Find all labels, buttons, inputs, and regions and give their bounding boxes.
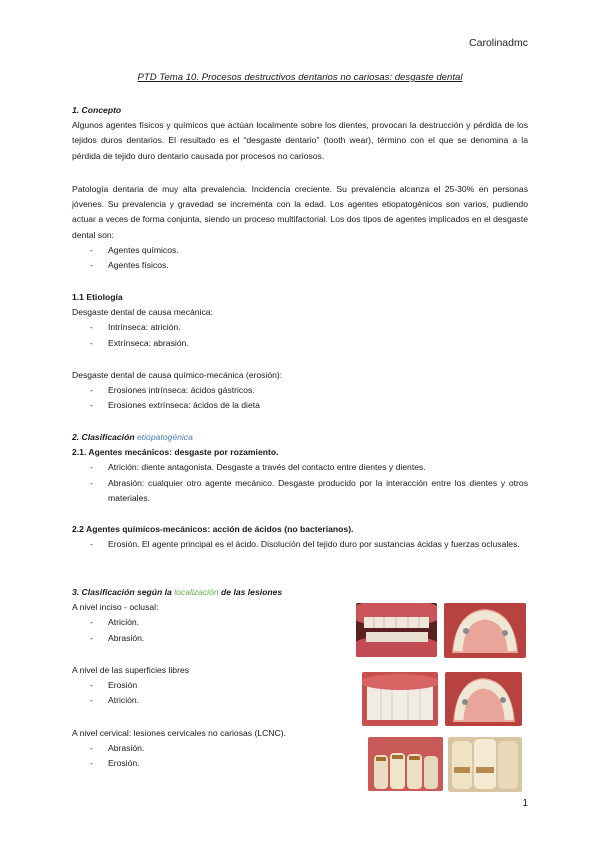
free-surfaces-group [72,663,342,709]
cervical-group [72,726,352,772]
subsection-2-1-heading: 2.1. Agentes mecánicos: desgaste por rozamiento. [72,447,279,458]
section-concepto [72,103,528,164]
occlusal-view-photo-2 [445,672,522,726]
section-2-highlight: etiopatogénica [136,432,193,442]
list-item: - Agentes químicos. [72,243,528,258]
list-item: - Abrasión. [72,631,342,646]
section-3-highlight: localización [174,587,219,597]
section-3-title: . Clasificación según la [76,587,175,597]
list-item: - Erosión [72,678,342,693]
section-etiologia-chemical [72,368,528,414]
cervical-list [72,741,352,771]
free-surfaces-list [72,678,342,708]
chemical-cause-label: Desgaste dental de causa químico-mecánica (erosión): [72,370,283,380]
list-item: - Erosión. El agente principal es el ácido. Disolución del tejido duro por sustancias ácidas y fuerzas oclusales. [72,537,528,552]
section-clasificacion-localizacion [72,585,342,646]
section-1-heading [72,103,528,118]
cervical-label: A nivel cervical: lesiones cervicales no cariosas (LCNC). [72,728,286,738]
incisal-attrition-photo [356,603,437,657]
section-etiologia [72,290,528,351]
list-item: - Erosiones intrínseca: ácidos gástricos. [72,383,528,398]
mechanical-agents-list [72,460,528,506]
list-item: - Abrasión: cualquier otro agente mecánico. Desgaste producido por la interacción entre los dientes y otros materiales. [72,476,528,506]
list-item: - Intrínseca: atrición. [72,320,528,335]
incisal-occlusal-list [72,615,342,645]
list-item: - Extrínseca: abrasión. [72,336,528,351]
cervical-lesion-photo [368,737,443,791]
chemical-agents-list [72,537,528,552]
list-item: - Atrición. [72,693,342,708]
mechanical-cause-label: Desgaste dental de causa mecánica: [72,307,213,318]
section-1-title: . Concepto [76,105,122,115]
list-item: - Erosiones extrínseca: ácidos de la dieta [72,398,528,413]
section-1-1-heading: 1.1 Etiología [72,292,123,302]
section-3-title-end: de las lesiones [218,587,283,597]
section-1-number: 1 [72,105,77,115]
list-item: - Atrición: diente antagonista. Desgaste a través del contacto entre dientes y dientes. [72,460,528,475]
section-clasificacion-etiopatogenica [72,430,528,506]
cervical-abrasion-photo [448,737,522,792]
section-2-heading [72,430,528,445]
list-item: - Erosión. [72,756,352,771]
chemical-cause-list [72,383,528,413]
free-surfaces-label: A nivel de las superficies libres [72,665,190,675]
page-number: 1 [522,798,528,809]
section-prevalencia [72,182,528,273]
free-surface-erosion-photo [362,672,438,726]
mechanical-cause-list [72,320,528,350]
list-item: - Atrición. [72,615,342,630]
incisal-occlusal-label: A nivel inciso - oclusal: [72,602,159,613]
subsection-2-2-heading: 2.2 Agentes químicos-mecánicos: acción de ácidos (no bacterianos). [72,524,354,534]
section-3-heading [72,585,342,600]
occlusal-view-photo-1 [444,603,526,658]
list-item: - Abrasión. [72,741,352,756]
section-2-number: 2 [72,432,77,442]
section-1-paragraph-1: Algunos agentes físicos y químicos que actúan localmente sobre los dientes, provocan la destrucción y pérdida de los tejidos duros dentarios. El resultado es el “desgaste dentario” (tooth wear), término con el que se denomina a la pérdida de tejido duro dentario causada por procesos no cariosos. [72,120,528,161]
section-3-number: 3 [72,587,77,597]
subsection-2-2 [72,522,528,552]
list-item: - Agentes físicos. [72,258,528,273]
author-name: Carolinadmc [469,37,528,49]
document-title: PTD Tema 10. Procesos destructivos dentarios no cariosas: desgaste dental [137,72,463,83]
section-2-title: . Clasificación [76,432,137,442]
agent-type-list [72,243,528,273]
section-1-paragraph-2: Patología dentaria de muy alta prevalencia. Incidencia creciente. Su prevalencia alcanza el 25-30% en personas jóvenes. Su prevalencia y gravedad se incrementa con la edad. Los agentes etiopatogénicos son varios, pudiendo actuar a veces de forma conjunta, siendo un proceso multifactorial. Los dos tipos de agentes implicados en el desgaste dental son: [72,184,528,240]
